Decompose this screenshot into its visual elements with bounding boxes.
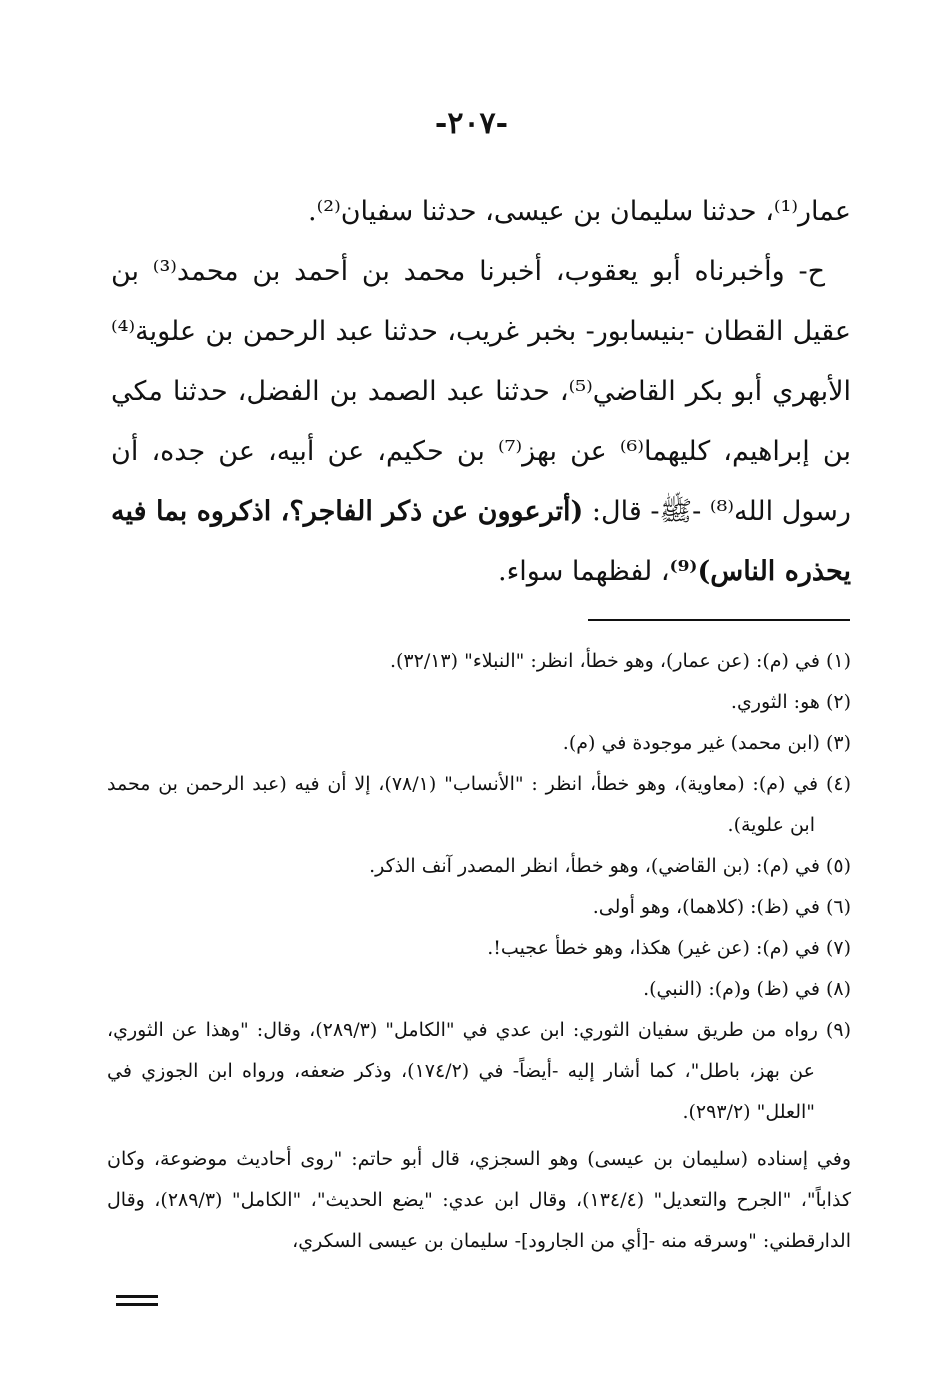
footnote-6: (٦) في (ظ): (كلاهما)، وهو أولى. bbox=[592, 896, 851, 918]
closing-text: ، لفظهما سواء. bbox=[498, 556, 670, 587]
footnote-3: (٣) (ابن محمد) غير موجودة في (م). bbox=[562, 732, 851, 754]
footnote-9: (٩) رواه من طريق سفيان الثوري: ابن عدي في "الكامل" (٢٨٩/٣)، وقال: "وهذا عن الثوري، عن بهز، باطل"، كما أشار إليه -أيضاً- في (١٧٤/٢)، وذكر ضعفه، ورواه ابن الجوزي في "العلل" (٢٩٣/٢). bbox=[107, 1019, 851, 1123]
main-paragraph-2 bbox=[111, 242, 851, 602]
footnote-divider bbox=[588, 619, 850, 621]
footnote-8: (٨) في (ظ) و(م): (النبي). bbox=[643, 978, 851, 1000]
footnote-1: (١) في (م): (عن عمار)، وهو خطأ، انظر: "النبلاء" (٣٢/١٣). bbox=[389, 650, 851, 672]
footnote-5: (٥) في (م): (بن القاضي)، وهو خطأ، انظر المصدر آنف الذكر. bbox=[369, 855, 851, 877]
main-text bbox=[111, 182, 851, 602]
hadith-text: (أترعوون عن ذكر الفاجر؟، اذكروه بما فيه يحذره الناس)⁽⁹⁾ bbox=[111, 496, 851, 587]
page-number: -٢٠٧- bbox=[434, 106, 509, 141]
continuation-mark-icon bbox=[116, 1295, 158, 1311]
footnote-4: (٤) في (م): (معاوية)، وهو خطأ، انظر : "الأنساب" (٧٨/١)، إلا أن فيه (عبد الرحمن بن محمد ابن علوية). bbox=[107, 773, 851, 836]
main-paragraph-1: عمار⁽¹⁾، حدثنا سليمان بن عيسى، حدثنا سفيان⁽²⁾. bbox=[308, 196, 851, 227]
footnote-continuation: وفي إسناده (سليمان بن عيسى) وهو السجزي، قال أبو حاتم: "روى أحاديث موضوعة، وكان كذاباً"، "الجرح والتعديل" (١٣٤/٤)، وقال ابن عدي: "يضع الحديث"، "الكامل" (٢٨٩/٣)، وقال الدارقطني: "وسرقه منه -[أي من الجارود]- سليمان بن عيسى السكري، bbox=[107, 1148, 851, 1252]
footnote-2: (٢) هو: الثوري. bbox=[730, 691, 851, 713]
isnad-text: ح- وأخبرناه أبو يعقوب، أخبرنا محمد بن أحمد بن محمد⁽³⁾ بن عقيل القطان -بنيسابور- بخبر غريب، حدثنا عبد الرحمن بن علوية⁽⁴⁾ الأبهري أبو بكر القاضي⁽⁵⁾، حدثنا عبد الصمد بن الفضل، حدثنا مكي بن إبراهيم، كليهما⁽⁶⁾ عن بهز⁽⁷⁾ بن حكيم، عن أبيه، عن جده، أن رسول الله⁽⁸⁾ -ﷺ- قال: bbox=[111, 256, 851, 527]
footnotes bbox=[107, 641, 851, 1262]
footnote-7: (٧) في (م): (عن غير) هكذا، وهو خطأ عجيب!. bbox=[487, 937, 851, 959]
